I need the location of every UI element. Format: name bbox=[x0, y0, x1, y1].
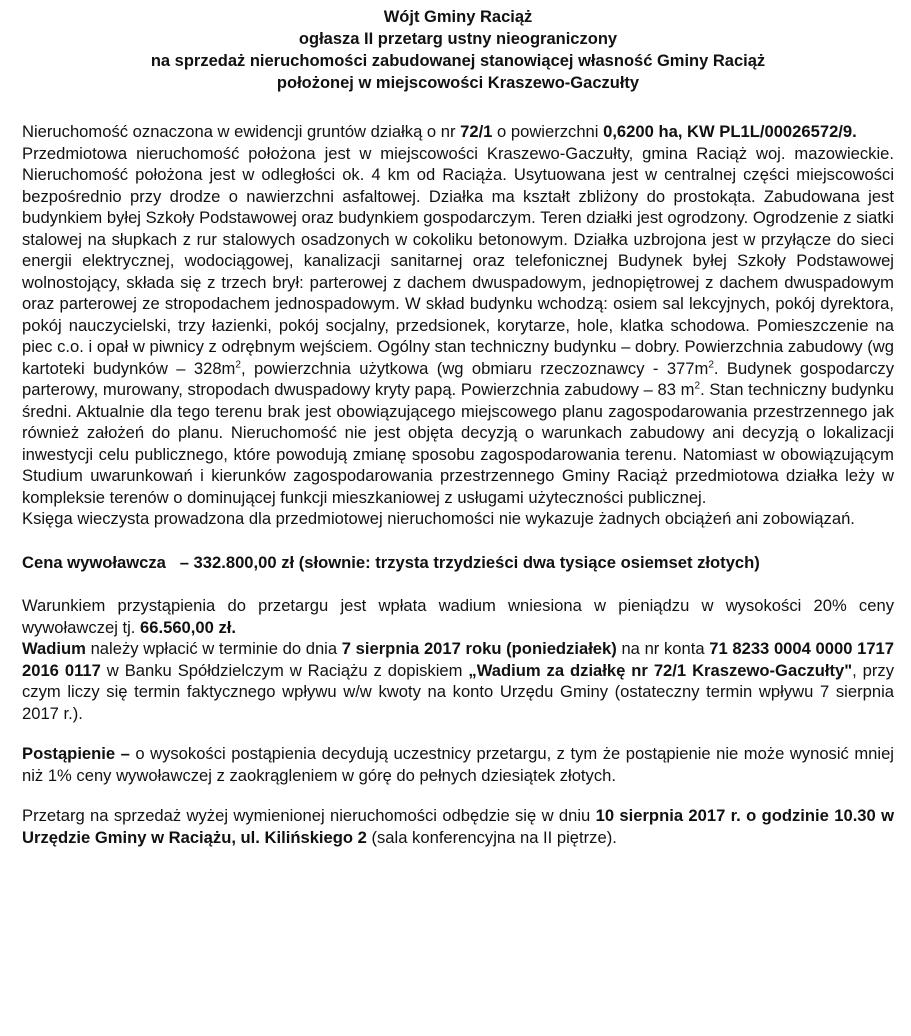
starting-price bbox=[22, 552, 894, 574]
deposit-section bbox=[22, 595, 894, 724]
land-register-note: Księga wieczysta prowadzona dla przedmiotowej nieruchomości nie wykazuje żadnych obciążeń ani zobowiązań. bbox=[22, 509, 855, 528]
deposit-text-3: na nr konta bbox=[616, 639, 710, 658]
intro-text-2: o powierzchni bbox=[492, 122, 604, 141]
property-intro bbox=[22, 121, 894, 143]
deposit-text-1: Warunkiem przystąpienia do przetargu jest wpłata wadium wniesiona w pieniądzu w wysokości 20% ceny wywoławczej tj. bbox=[22, 596, 894, 637]
transfer-note: „Wadium za działkę nr 72/1 Kraszewo-Gaczułty" bbox=[468, 660, 853, 680]
deposit-amount: 66.560,00 zł. bbox=[140, 617, 236, 637]
auction-text-2: (sala konferencyjna na II piętrze). bbox=[366, 827, 617, 847]
parcel-area: 0,6200 ha, KW PL1L/00026572/9. bbox=[603, 122, 857, 141]
increment-label: Postąpienie – bbox=[22, 744, 130, 763]
superscript-2: 2 bbox=[708, 358, 714, 370]
header-line-2: ogłasza II przetarg ustny nieograniczony bbox=[298, 30, 618, 48]
deposit-text-2: należy wpłacić w terminie do dnia bbox=[85, 639, 342, 658]
superscript-3: 2 bbox=[694, 380, 701, 392]
header-line-4: położonej w miejscowości Kraszewo-Gaczułty bbox=[276, 74, 640, 92]
property-description bbox=[22, 143, 894, 509]
header-line-3: na sprzedaż nieruchomości zabudowanej stanowiącej własność Gminy Raciąż bbox=[150, 52, 766, 70]
price-value: – 332.800,00 zł (słownie: trzysta trzydzieści dwa tysiące osiemset złotych) bbox=[179, 552, 760, 572]
superscript-1: 2 bbox=[235, 358, 241, 370]
deposit-text-4: w Banku Spółdzielczym w Raciążu z dopiskiem bbox=[100, 660, 469, 680]
parcel-number: 72/1 bbox=[460, 122, 493, 141]
increment-text: o wysokości postąpienia decydują uczestnicy przetargu, z tym że postąpienie nie może wynosić mniej niż 1% ceny wywoławczej z zaokrągleniem w górę do pełnych dziesiątek złotych. bbox=[22, 744, 894, 785]
auction-details bbox=[22, 805, 894, 848]
intro-text-1: Nieruchomość oznaczona w ewidencji gruntów działką o nr bbox=[22, 122, 461, 141]
description-part-1: Przedmiotowa nieruchomość położona jest w miejscowości Kraszewo-Gaczułty, gmina Raciąż woj. mazowieckie. Nieruchomość położona jest w odległości ok. 4 km od Raciąża. Usytuowana jest w centralnej części miejscowości bezpośrednio przy drodze o nawierzchni asfaltowej. Działka ma kształt zbliżony do prostokąta. Zabudowana jest budynkiem byłej Szkoły Podstawowej oraz budynkiem gospodarczym. Teren działki jest ogrodzony. Ogrodzenie z siatki stalowej na słupkach z rur stalowych osadzonych w cokoliku betonowym. Działka uzbrojona jest w przyłącze do sieci energii elektrycznej, wodociągowej, kanalizacji sanitarnej oraz telefonicznej Budynek byłej Szkoły Podstawowej wolnostojący, składa się z trzech brył: parterowej z dachem dwuspadowym, jednopiętrowej z dachem dwuspadowym oraz parterowej ze stropodachem jednospadowym. W skład budynku wchodzą: osiem sal lekcyjnych, pokój dyrektora, pokój nauczycielski, trzy łazienki, pokój socjalny, przedsionek, korytarze, hole, klatka schodowa. Pomieszczenie na piec c.o. i opał w piwnicy z odrębnym wejściem. Ogólny stan techniczny budynku – dobry. Powierzchnia zabudowy (wg kartoteki budynków – 328m bbox=[22, 143, 894, 378]
description-part-3: . Budynek gospodarczy parterowy, murowany, stropodach dwuspadowy kryty papą. Powierzchnia zabudowy – 83 m bbox=[22, 358, 894, 399]
auction-text-1: Przetarg na sprzedaż wyżej wymienionej nieruchomości odbędzie się w dniu bbox=[22, 806, 596, 825]
announcement-header bbox=[22, 6, 894, 94]
deposit-text-5: , przy czym liczy się termin faktycznego wpływu w/w kwoty na konto Urzędu Gminy (ostateczny termin wpływu 7 sierpnia 2017 r.). bbox=[22, 660, 894, 723]
header-line-1: Wójt Gminy Raciąż bbox=[383, 8, 533, 26]
bank-account: 71 8233 0004 0000 1717 2016 0117 bbox=[22, 639, 895, 680]
deposit-label: Wadium bbox=[22, 639, 86, 658]
description-part-4: . Stan techniczny budynku średni. Aktualnie dla tego terenu brak jest obowiązującego miejscowego planu zagospodarowania przestrzennego jak również założeń do planu. Nieruchomość nie jest objęta decyzją o warunkach zabudowy ani decyzją o lokalizacji inwestycji celu publicznego, które powodują zmianę sposobu zagospodarowania terenu. Natomiast w obowiązującym Studium uwarunkowań i kierunków zagospodarowania przestrzennego Gminy Raciąż przedmiotowa działka leży w kompleksie terenów o dominującej funkcji mieszkaniowej z usługami użyteczności publicznej. bbox=[22, 380, 894, 507]
deposit-date: 7 sierpnia 2017 roku (poniedziałek) bbox=[341, 639, 617, 658]
price-label: Cena wywoławcza bbox=[22, 552, 166, 572]
announcement-page bbox=[22, 0, 894, 848]
description-part-2: , powierzchnia użytkowa (wg obmiaru rzeczoznawcy - 377m bbox=[240, 358, 709, 378]
increment-section bbox=[22, 743, 894, 786]
auction-datetime-place: 10 sierpnia 2017 r. o godzinie 10.30 w Urzędzie Gminy w Raciążu, ul. Kilińskiego 2 bbox=[22, 806, 895, 847]
